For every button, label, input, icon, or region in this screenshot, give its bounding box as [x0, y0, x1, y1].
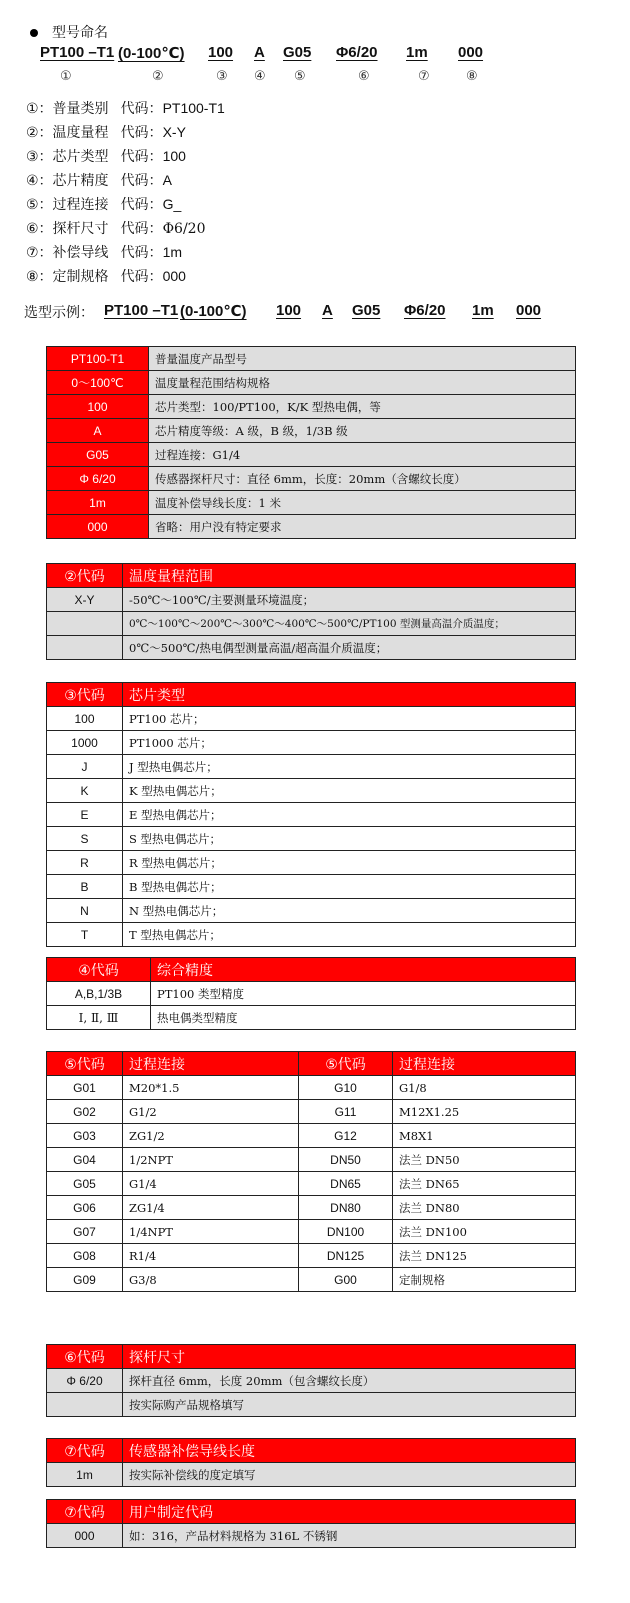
model-part-process: G05	[283, 44, 312, 61]
marker: ⑤	[294, 68, 306, 83]
model-part-custom: 000	[458, 44, 484, 61]
table-row: J J 型热电偶芯片；	[47, 755, 576, 779]
example-part: 1m	[472, 302, 494, 319]
table-header: ⑦代码 用户制定代码	[47, 1500, 576, 1524]
selection-example	[24, 302, 542, 322]
section-title-text: 型号命名	[52, 24, 108, 40]
table-row: G05 过程连接：G1/4	[47, 443, 576, 467]
table-header: ⑤代码 过程连接 ⑤代码 过程连接	[47, 1052, 576, 1076]
table-row: Φ 6/20 传感器探杆尺寸：直径 6mm，长度：20mm（含螺纹长度）	[47, 467, 576, 491]
table-header: ④代码 综合精度	[47, 958, 576, 982]
table-row: 1m 按实际补偿线的度定填写	[47, 1463, 576, 1487]
definition-item: ⑥：探杆尺寸 代码：Φ6/20	[26, 220, 206, 237]
marker: ④	[254, 68, 266, 83]
summary-table	[46, 346, 576, 539]
table-header: ③代码 芯片类型	[47, 683, 576, 707]
example-part: PT100 –T1	[104, 302, 179, 319]
model-part-accuracy: A	[254, 44, 265, 61]
table-row: 按实际购产品规格填写	[47, 1393, 576, 1417]
table-row: 000 如：316，产品材料规格为 316L 不锈钢	[47, 1524, 576, 1548]
section-title	[30, 22, 108, 42]
table-row: Φ 6/20 探杆直径 6mm，长度 20mm（包含螺纹长度）	[47, 1369, 576, 1393]
example-part: Φ6/20	[404, 302, 446, 319]
table-header: ②代码 温度量程范围	[47, 564, 576, 588]
table-row: G08 R1/4 DN125 法兰 DN125	[47, 1244, 576, 1268]
table-row: Ⅰ, Ⅱ, Ⅲ 热电偶类型精度	[47, 1006, 576, 1030]
marker: ③	[216, 68, 228, 83]
wire-table	[46, 1438, 576, 1487]
table-row: S S 型热电偶芯片；	[47, 827, 576, 851]
custom-table	[46, 1499, 576, 1548]
table-row: A 芯片精度等级：A 级，B 级，1/3B 级	[47, 419, 576, 443]
table-row: X-Y -50℃～100℃/主要测量环境温度；	[47, 588, 576, 612]
definition-item: ⑤：过程连接 代码：G_	[26, 196, 182, 212]
table-header: ⑦代码 传感器补偿导线长度	[47, 1439, 576, 1463]
model-part-range: (0-100℃)	[118, 45, 185, 62]
table-row: K K 型热电偶芯片；	[47, 779, 576, 803]
example-part: A	[322, 302, 333, 319]
table-row: G02 G1/2 G11 M12X1.25	[47, 1100, 576, 1124]
probe-table	[46, 1344, 576, 1417]
table-row: 000 省略：用户没有特定要求	[47, 515, 576, 539]
example-label: 选型示例：	[24, 304, 94, 320]
definition-item: ②：温度量程 代码：X-Y	[26, 124, 186, 140]
table-row: 100 芯片类型：100/PT100，K/K 型热电偶，等	[47, 395, 576, 419]
table-row: B B 型热电偶芯片；	[47, 875, 576, 899]
process-table	[46, 1051, 576, 1292]
definition-item: ④：芯片精度 代码：A	[26, 172, 172, 188]
table-row: A,B,1/3B PT100 类型精度	[47, 982, 576, 1006]
marker: ⑧	[466, 68, 478, 83]
model-part-series: PT100 –T1	[40, 44, 115, 61]
table-row: 0℃～500℃/热电偶型测量高温/超高温介质温度；	[47, 636, 576, 660]
definition-list	[26, 96, 225, 288]
marker: ①	[60, 68, 72, 83]
table-row: G04 1/2NPT DN50 法兰 DN50	[47, 1148, 576, 1172]
table-row: 0℃～100℃～200℃～300℃～400℃～500℃/PT100 型测量高温介质温度；	[47, 612, 576, 636]
table-row: T T 型热电偶芯片；	[47, 923, 576, 947]
bullet-icon	[30, 29, 38, 37]
example-part: G05	[352, 302, 381, 319]
table-row: G06 ZG1/4 DN80 法兰 DN80	[47, 1196, 576, 1220]
marker: ⑦	[418, 68, 430, 83]
definition-item: ①：普量类别 代码：PT100-T1	[26, 100, 225, 116]
model-part-probe: Φ6/20	[336, 44, 378, 61]
table-row: PT100-T1 普量温度产品型号	[47, 347, 576, 371]
example-part: (0-100℃)	[180, 303, 247, 320]
definition-item: ⑦：补偿导线 代码：1m	[26, 244, 183, 260]
table-row: 100 PT100 芯片；	[47, 707, 576, 731]
table-row: 1m 温度补偿导线长度：1 米	[47, 491, 576, 515]
table-row: G01 M20*1.5 G10 G1/8	[47, 1076, 576, 1100]
marker: ⑥	[358, 68, 370, 83]
chip-table	[46, 682, 576, 947]
table-row: 0～100℃ 温度量程范围结构规格	[47, 371, 576, 395]
marker: ②	[152, 68, 164, 83]
model-part-wire: 1m	[406, 44, 428, 61]
table-row: E E 型热电偶芯片；	[47, 803, 576, 827]
accuracy-table	[46, 957, 576, 1030]
table-header: ⑥代码 探杆尺寸	[47, 1345, 576, 1369]
table-row: G03 ZG1/2 G12 M8X1	[47, 1124, 576, 1148]
table-row: G09 G3/8 G00 定制规格	[47, 1268, 576, 1292]
table-row: N N 型热电偶芯片；	[47, 899, 576, 923]
table-row: R R 型热电偶芯片；	[47, 851, 576, 875]
table-row: 1000 PT1000 芯片；	[47, 731, 576, 755]
model-part-chip: 100	[208, 44, 234, 61]
example-part: 100	[276, 302, 302, 319]
range-table	[46, 563, 576, 660]
table-row: G07 1/4NPT DN100 法兰 DN100	[47, 1220, 576, 1244]
definition-item: ⑧：定制规格 代码：000	[26, 268, 186, 284]
definition-item: ③：芯片类型 代码：100	[26, 148, 186, 164]
table-row: G05 G1/4 DN65 法兰 DN65	[47, 1172, 576, 1196]
example-part: 000	[516, 302, 542, 319]
